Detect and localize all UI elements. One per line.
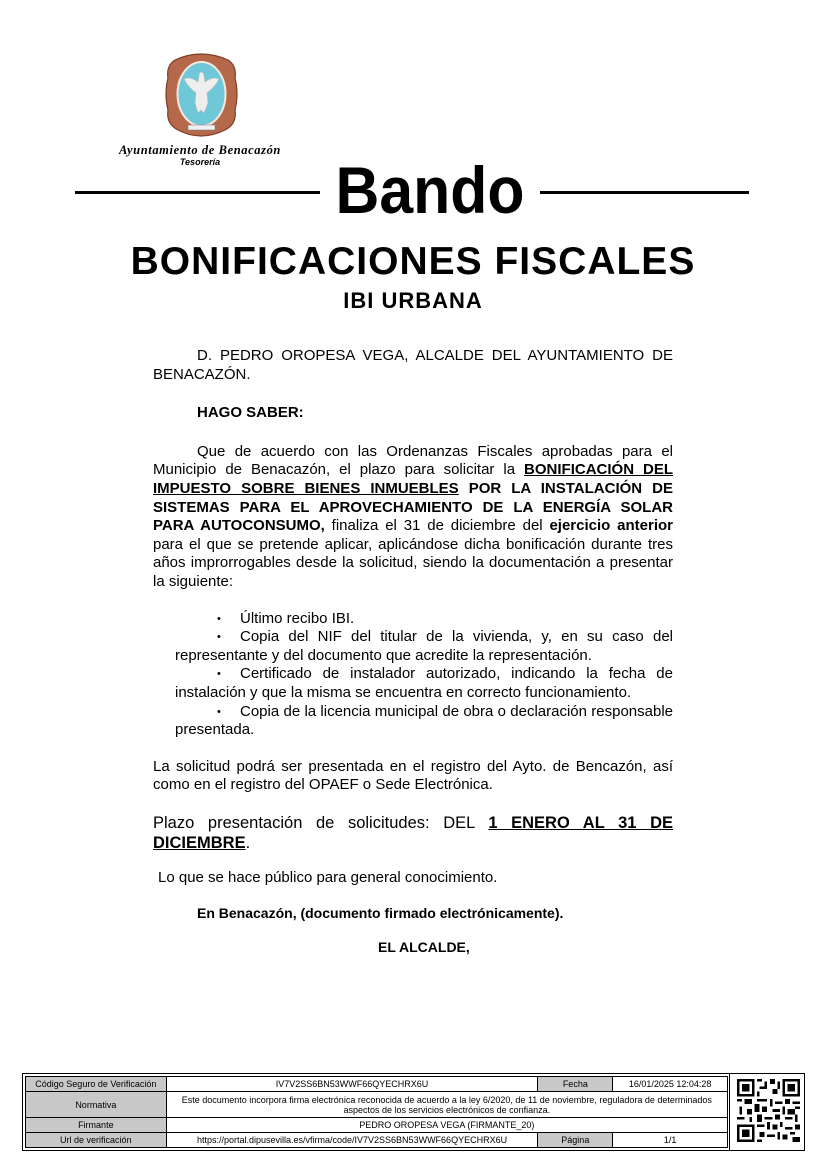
title-rule-right [540,191,749,194]
signature-place: En Benacazón, (documento firmado electrónicamente). [197,905,564,921]
ejercicio-highlight: ejercicio anterior [549,517,674,535]
bullet-icon: • [217,631,221,644]
bonificacion-highlight: BONIFICACIÓN DEL IMPUESTO SOBRE BIENES INMUEBLES [153,461,673,497]
pagina-label: Página [538,1133,613,1148]
firmante-label: Firmante [26,1118,167,1133]
csv-value: IV7V2SS6BN53WWF66QYECHRX6U [166,1077,538,1092]
closing-statement: Lo que se hace público para general conocimiento. [158,869,498,886]
url-label: Url de verificación [26,1133,167,1148]
qr-code-icon[interactable] [737,1078,800,1143]
normativa-label: Normativa [26,1091,167,1117]
plazo-paragraph: Plazo presentación de solicitudes: DEL 1 ENERO AL 31 DE DICIEMBRE. [153,813,673,852]
title-rule-left [75,191,320,194]
csv-label: Código Seguro de Verificación [26,1077,167,1092]
verification-table [25,1076,728,1148]
intro-paragraph: D. PEDRO OROPESA VEGA, ALCALDE DEL AYUNTAMIENTO DE BENACAZÓN. [153,347,673,383]
bullet-icon: • [217,668,221,681]
qr-container [729,1073,805,1151]
instalacion-highlight: POR LA INSTALACIÓN DE SISTEMAS PARA EL APROVECHAMIENTO DE LA ENERGÍA SOLAR PARA AUTOCONSUMO, [153,479,673,535]
main-paragraph-text-1: Que de acuerdo con las Ordenanzas Fiscales aprobadas para el Municipio de Benacazón, el plazo para solicitar la [153,442,673,479]
normativa-value: Este documento incorpora firma electrónica reconocida de acuerdo a la ley 6/2020, de 11 de noviembre, reguladora de determinados aspectos de los servicios electrónicos de confianza. [166,1091,727,1117]
main-paragraph-text-2: finaliza el 31 de diciembre del [324,517,550,535]
list-item: • Copia del NIF del titular de la vivienda, y, en su caso del representante y del documento que acredite la representación. [175,628,673,664]
documents-list [153,610,673,740]
document-body [153,347,673,853]
fecha-label: Fecha [538,1077,613,1092]
verification-footer [22,1073,805,1151]
main-paragraph-text-3: para el que se pretende aplicar, aplicándose dicha bonificación durante tres años improrrogables desde la solicitud, siendo la documentación a presentar la siguiente: [153,535,673,590]
plazo-dates: 1 ENERO AL 31 DE DICIEMBRE [153,813,673,852]
organization-name: Ayuntamiento de Benacazón [118,143,281,157]
department-name: Tesorería [179,157,221,167]
bullet-icon: • [217,705,221,718]
list-item: • Copia de la licencia municipal de obra o declaración responsable presentada. [175,702,673,739]
firmante-value: PEDRO OROPESA VEGA (FIRMANTE_20) [166,1118,727,1133]
fecha-value: 16/01/2025 12:04:28 [613,1077,728,1092]
bullet-icon: • [217,612,221,625]
sub-title: IBI URBANA [343,288,483,313]
main-paragraph [153,443,673,592]
list-item: • Certificado de instalador autorizado, indicando la fecha de instalación y que la misma se encuentra en correcto funcionamiento. [175,665,673,701]
list-item: • Último recibo IBI. [217,609,355,627]
signature-title: EL ALCALDE, [378,939,470,955]
municipal-crest-icon [165,52,238,137]
registro-paragraph: La solicitud podrá ser presentada en el registro del Ayto. de Bencazón, así como en el registro del OPAEF o Sede Electrónica. [153,757,673,794]
pagina-value: 1/1 [613,1133,728,1148]
main-title: BONIFICACIONES FISCALES [130,240,696,283]
verification-url-link[interactable]: https://portal.dipusevilla.es/vfirma/code/IV7V2SS6BN53WWF66QYECHRX6U [166,1133,538,1148]
document-type-title: Bando [335,153,525,227]
hago-saber-heading: HAGO SABER: [197,404,304,422]
